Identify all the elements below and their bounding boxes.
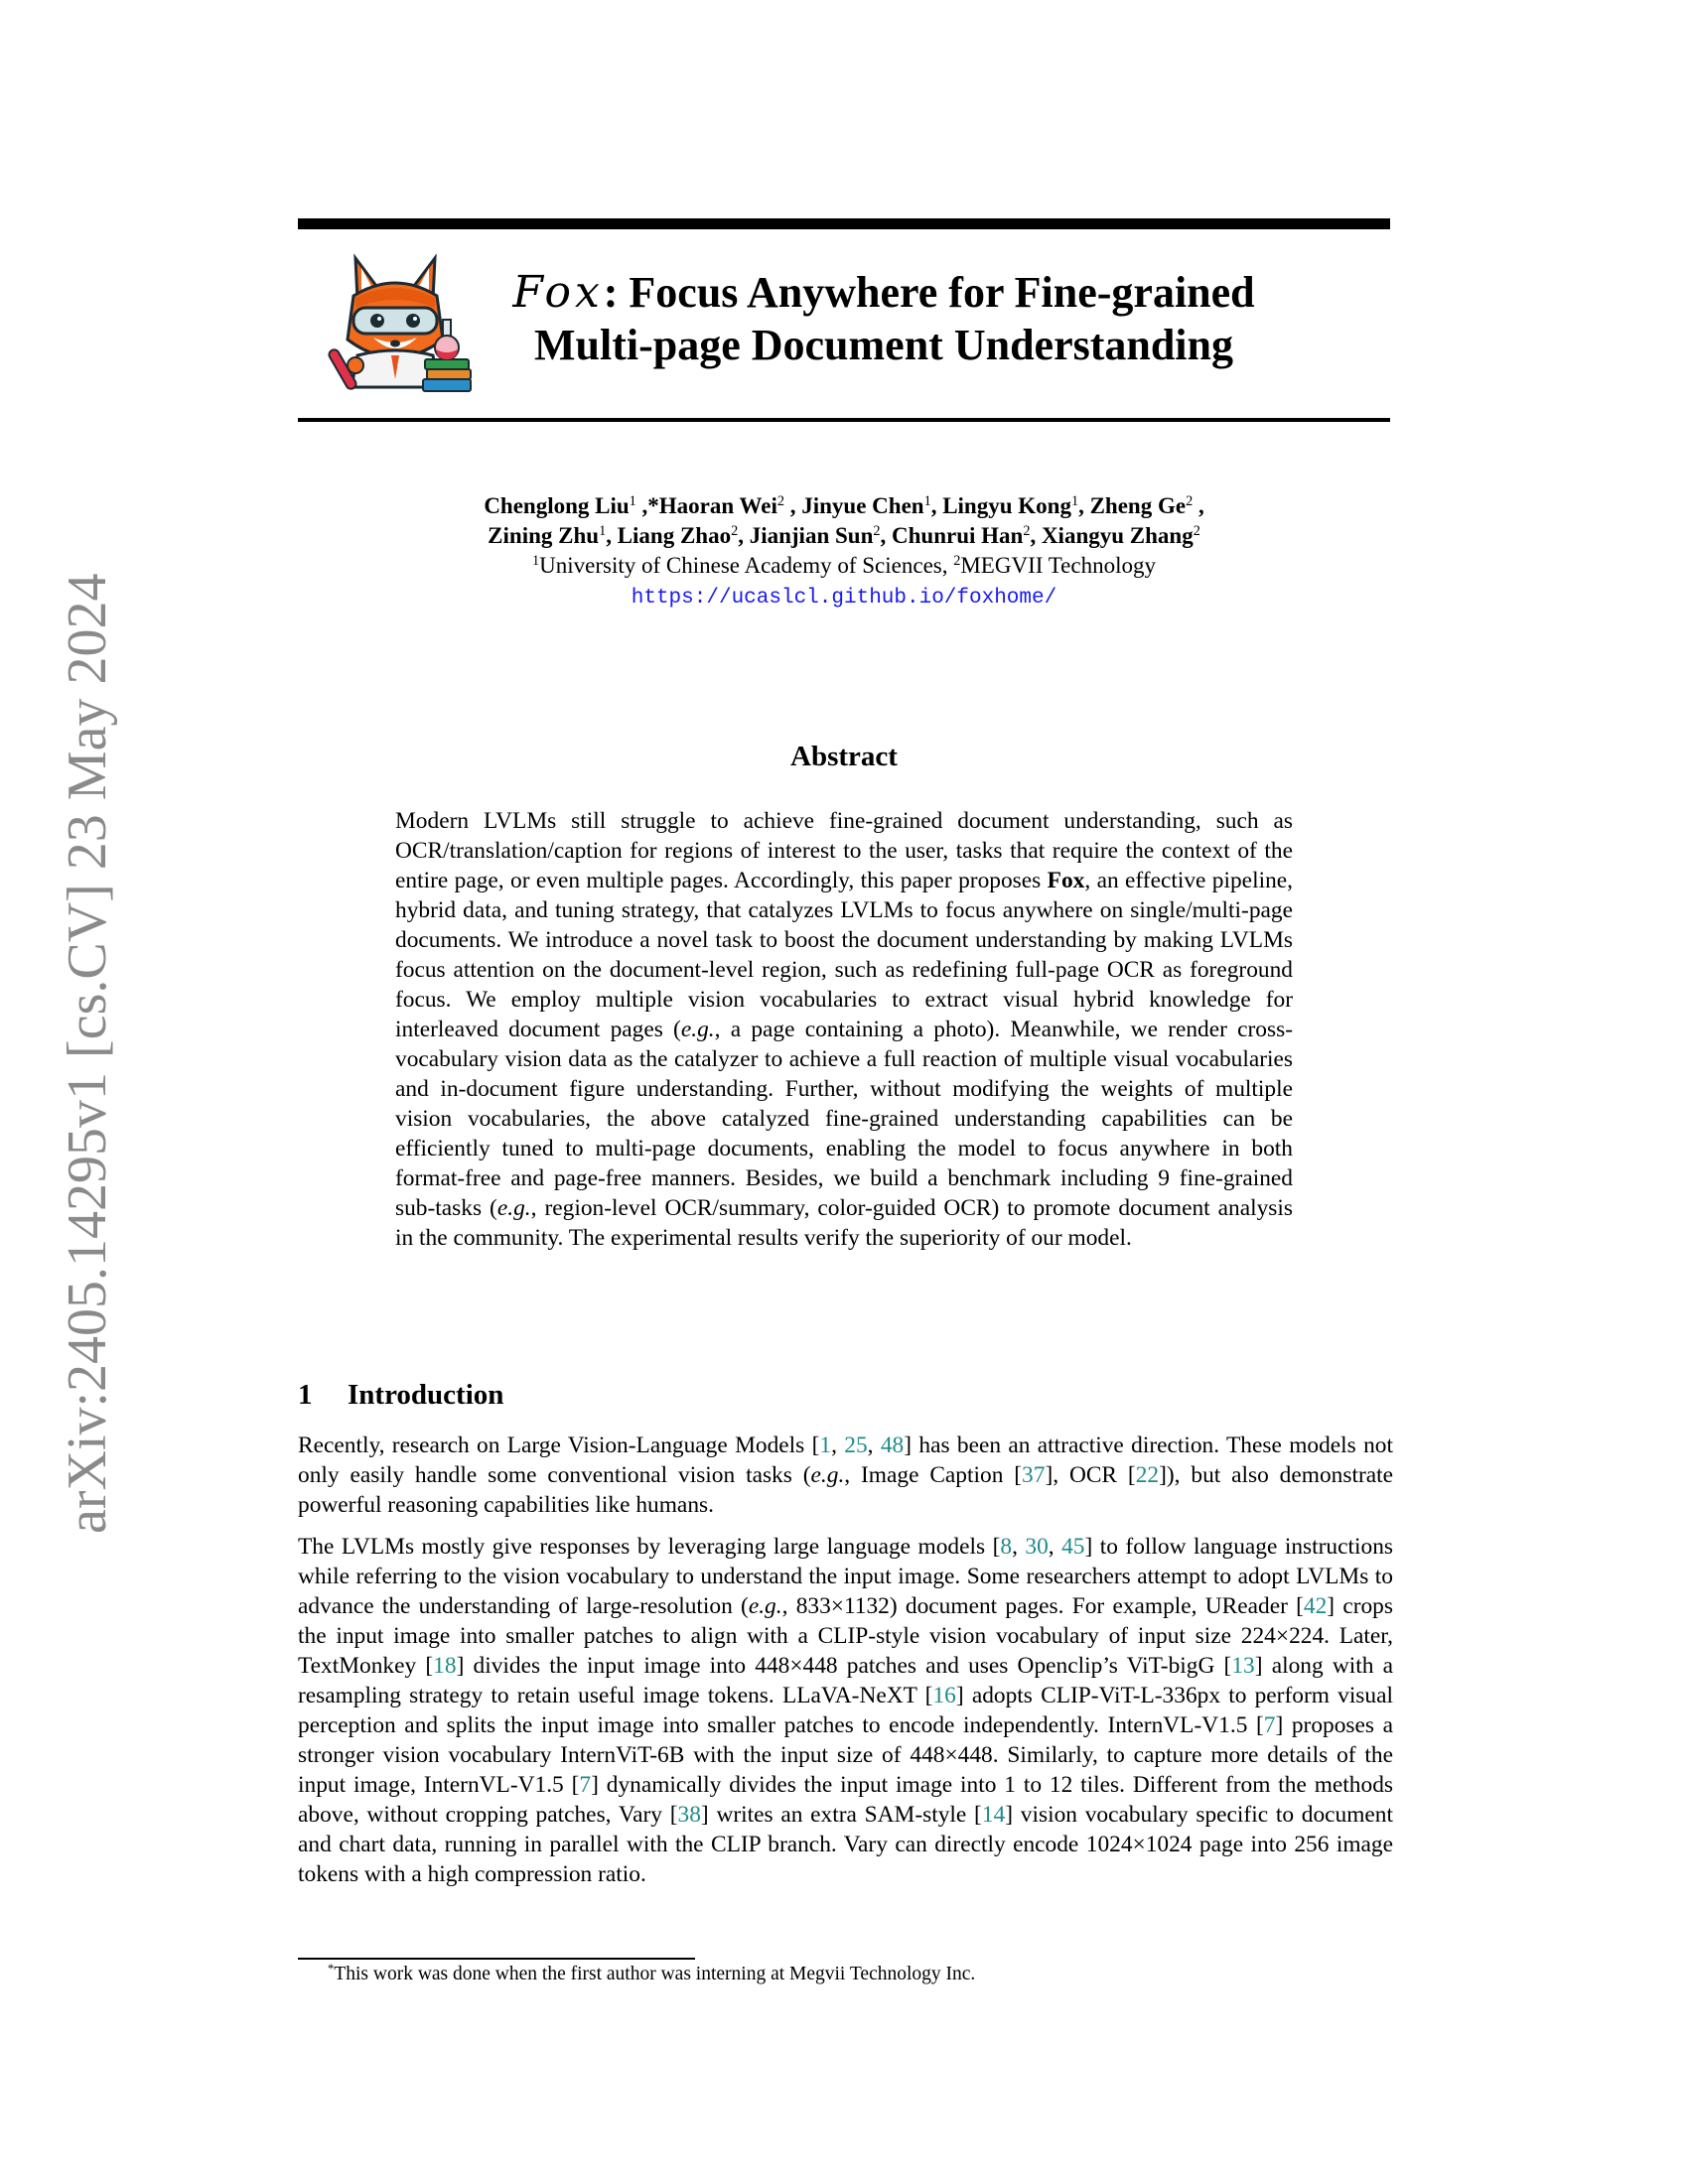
body-text: The LVLMs mostly give responses by leveraging large language models [: [298, 1534, 1001, 1560]
abstract-fox-bold: Fox: [1047, 868, 1085, 893]
abstract-body: [395, 806, 1293, 1253]
body-text: ] proposes a stronger vision vocabulary InternViT-6B with the input size of 448×448. Similarly, to capture more details of the input image, InternVL-V1.5 [: [298, 1712, 1393, 1798]
affiliation-2: MEGVII Technology: [960, 553, 1156, 578]
body-text: Recently, research on Large Vision-Language Models [: [298, 1433, 820, 1458]
abstract-text: Modern LVLMs still struggle to achieve fine-grained document understanding, such as OCR/translation/caption for regions of interest to the user, tasks that require the context of the entire page, or even multiple pages. Accordingly, this paper proposes: [395, 808, 1293, 893]
author-name: Haoran Wei: [658, 493, 777, 518]
affiliation-sup: 2: [873, 523, 881, 540]
abstract-text: , a page containing a photo). Meanwhile, we render cross-vocabulary vision data as the catalyzer to achieve a full reaction of multiple visual vocabularies and in-document figure understanding. Further, without modifying the weights of multiple vision vocabularies, the above catalyzed fine-grained understanding capabilities can be efficiently tuned to multi-page documents, enabling the model to focus anywhere in both format-free and page-free manners. Besides, we build a benchmark including 9 fine-grained sub-tasks (: [395, 1017, 1293, 1221]
citation-link[interactable]: 7: [579, 1772, 592, 1798]
author-name: Jinyue Chen: [801, 493, 924, 518]
paper-title: [467, 266, 1301, 371]
abstract-text: , an effective pipeline, hybrid data, and tuning strategy, that catalyzes LVLMs to focus anywhere on single/multi-page documents. We introduce a novel task to boost the document understanding by making LVLMs focus attention on the document-level region, such as redefining full-page OCR as foreground focus. We employ multiple vision vocabularies to extract visual hybrid knowledge for interleaved document pages (: [395, 868, 1293, 1042]
author-name: Liang Zhao: [617, 523, 732, 548]
body-text: ,: [831, 1433, 845, 1458]
author-separator: ,: [783, 493, 802, 518]
body-text: ,: [1012, 1534, 1026, 1560]
affiliation-sup: 1: [629, 493, 636, 510]
body-text: ,: [867, 1433, 881, 1458]
citation-link[interactable]: 45: [1061, 1534, 1085, 1560]
affiliation-sup: 1: [599, 523, 607, 540]
section-title: Introduction: [348, 1379, 504, 1411]
author-separator: ,: [1193, 493, 1204, 518]
footnote-text: This work was done when the first author was interning at Megvii Technology Inc.: [334, 1964, 976, 1984]
body-text: ] along with a resampling strategy to retain useful image tokens. LLaVA-NeXT [: [298, 1653, 1394, 1708]
affiliation-sup: 1: [923, 493, 931, 510]
author-name: Xiangyu Zhang: [1041, 523, 1194, 548]
title-line-1: [467, 266, 1301, 319]
intro-paragraph-2: [298, 1532, 1393, 1889]
arxiv-stamp: arXiv:2405.14295v1 [cs.CV] 23 May 2024: [57, 573, 118, 1534]
affiliation-sup: 2: [1186, 493, 1194, 510]
citation-link[interactable]: 25: [844, 1433, 868, 1458]
author-name: Zining Zhu: [488, 523, 600, 548]
project-url-link[interactable]: https://ucaslcl.github.io/foxhome/: [631, 587, 1057, 610]
citation-link[interactable]: 48: [880, 1433, 905, 1458]
section-heading-introduction: [298, 1378, 503, 1412]
body-text: ] crops the input image into smaller patches to align with a CLIP-style vision vocabulary of input size 224×224. Later, TextMonkey [: [298, 1593, 1393, 1679]
section-number: 1: [298, 1379, 313, 1411]
affiliation-sup: 1: [532, 553, 540, 570]
affiliation-sup: 2: [1023, 523, 1031, 540]
author-name: Jianjian Sun: [749, 523, 874, 548]
body-text: ] to follow language instructions while referring to the vision vocabulary to understand the input image. Some researchers attempt to adopt LVLMs to advance the understanding of large-resolution (: [298, 1534, 1393, 1619]
title-line-2: Multi-page Document Understanding: [533, 321, 1234, 369]
author-line-1: [298, 491, 1390, 521]
affiliation-sup: 1: [1070, 493, 1079, 510]
author-separator: ,*: [635, 493, 659, 518]
introduction-body: [298, 1431, 1393, 1901]
fox-mascot-logo-icon: [328, 248, 477, 395]
citation-link[interactable]: 7: [1263, 1712, 1276, 1738]
abstract-text: , region-level OCR/summary, color-guided OCR) to promote document analysis in the community. The experimental results verify the superiority of our model.: [395, 1195, 1293, 1251]
body-text: ,: [1048, 1534, 1062, 1560]
body-text: ] has been an attractive direction. These models not only easily handle some conventional vision tasks (: [298, 1433, 1393, 1488]
affiliation-1: University of Chinese Academy of Sciences,: [539, 553, 954, 578]
author-name: Chunrui Han: [892, 523, 1024, 548]
citation-link[interactable]: 1: [819, 1433, 832, 1458]
author-separator: ,: [930, 493, 943, 518]
affiliation-sup: 2: [953, 553, 961, 570]
affiliations: [298, 551, 1390, 581]
intro-paragraph-1: [298, 1431, 1393, 1520]
affiliation-sup: 2: [776, 493, 784, 510]
abstract-heading: Abstract: [790, 741, 898, 772]
body-eg: e.g.: [810, 1462, 845, 1488]
citation-link[interactable]: 14: [981, 1802, 1006, 1828]
author-line-2: [298, 521, 1390, 551]
author-separator: ,: [880, 523, 892, 548]
affiliation-sup: 2: [1193, 523, 1200, 540]
body-text: ] divides the input image into 448×448 patches and uses Openclip’s ViT-bigG [: [456, 1653, 1232, 1679]
citation-link[interactable]: 42: [1303, 1593, 1328, 1619]
body-text: ] vision vocabulary specific to document and chart data, running in parallel with the CLIP branch. Vary can directly encode 1024×1024 page into 256 image tokens with a high compression ratio.: [298, 1802, 1393, 1887]
author-separator: ,: [1078, 493, 1090, 518]
body-text: ]), but also demonstrate powerful reasoning capabilities like humans.: [298, 1462, 1394, 1518]
title-line-1-text: : Focus Anywhere for Fine-grained: [603, 268, 1255, 317]
abstract-eg: e.g.: [496, 1195, 531, 1221]
body-text: ] dynamically divides the input image into 1 to 12 tiles. Different from the methods above, without cropping patches, Vary [: [298, 1772, 1393, 1828]
affiliation-sup: 2: [731, 523, 739, 540]
body-text: , Image Caption [: [844, 1462, 1023, 1488]
title-fox-script: Fox: [512, 267, 604, 318]
abstract-eg: e.g.: [680, 1017, 715, 1042]
author-separator: ,: [606, 523, 618, 548]
citation-link[interactable]: 38: [677, 1802, 701, 1828]
footnote: [328, 1963, 975, 1986]
citation-link[interactable]: 13: [1231, 1653, 1255, 1679]
citation-link[interactable]: 8: [1000, 1534, 1013, 1560]
title-rule-bottom: [298, 418, 1390, 422]
footnote-marker: *: [328, 1962, 335, 1977]
body-text: , 833×1132) document pages. For example, UReader [: [781, 1593, 1304, 1619]
title-rule-top: [298, 218, 1390, 229]
citation-link[interactable]: 37: [1022, 1462, 1046, 1488]
author-name: Zheng Ge: [1089, 493, 1187, 518]
citation-link[interactable]: 22: [1135, 1462, 1160, 1488]
author-separator: ,: [1030, 523, 1042, 548]
body-text: ], OCR [: [1045, 1462, 1136, 1488]
author-name: Lingyu Kong: [942, 493, 1071, 518]
footnote-rule: [298, 1958, 695, 1960]
citation-link[interactable]: 18: [433, 1653, 457, 1679]
body-text: ] adopts CLIP-ViT-L-336px to perform visual perception and splits the input image into smaller patches to encode independently. InternVL-V1.5 [: [298, 1683, 1393, 1738]
author-block: [298, 491, 1390, 614]
citation-link[interactable]: 30: [1025, 1534, 1049, 1560]
citation-link[interactable]: 16: [932, 1683, 956, 1708]
body-eg: e.g.: [748, 1593, 782, 1619]
author-separator: ,: [738, 523, 750, 548]
body-text: ] writes an extra SAM-style [: [700, 1802, 982, 1828]
author-name: Chenglong Liu: [484, 493, 630, 518]
